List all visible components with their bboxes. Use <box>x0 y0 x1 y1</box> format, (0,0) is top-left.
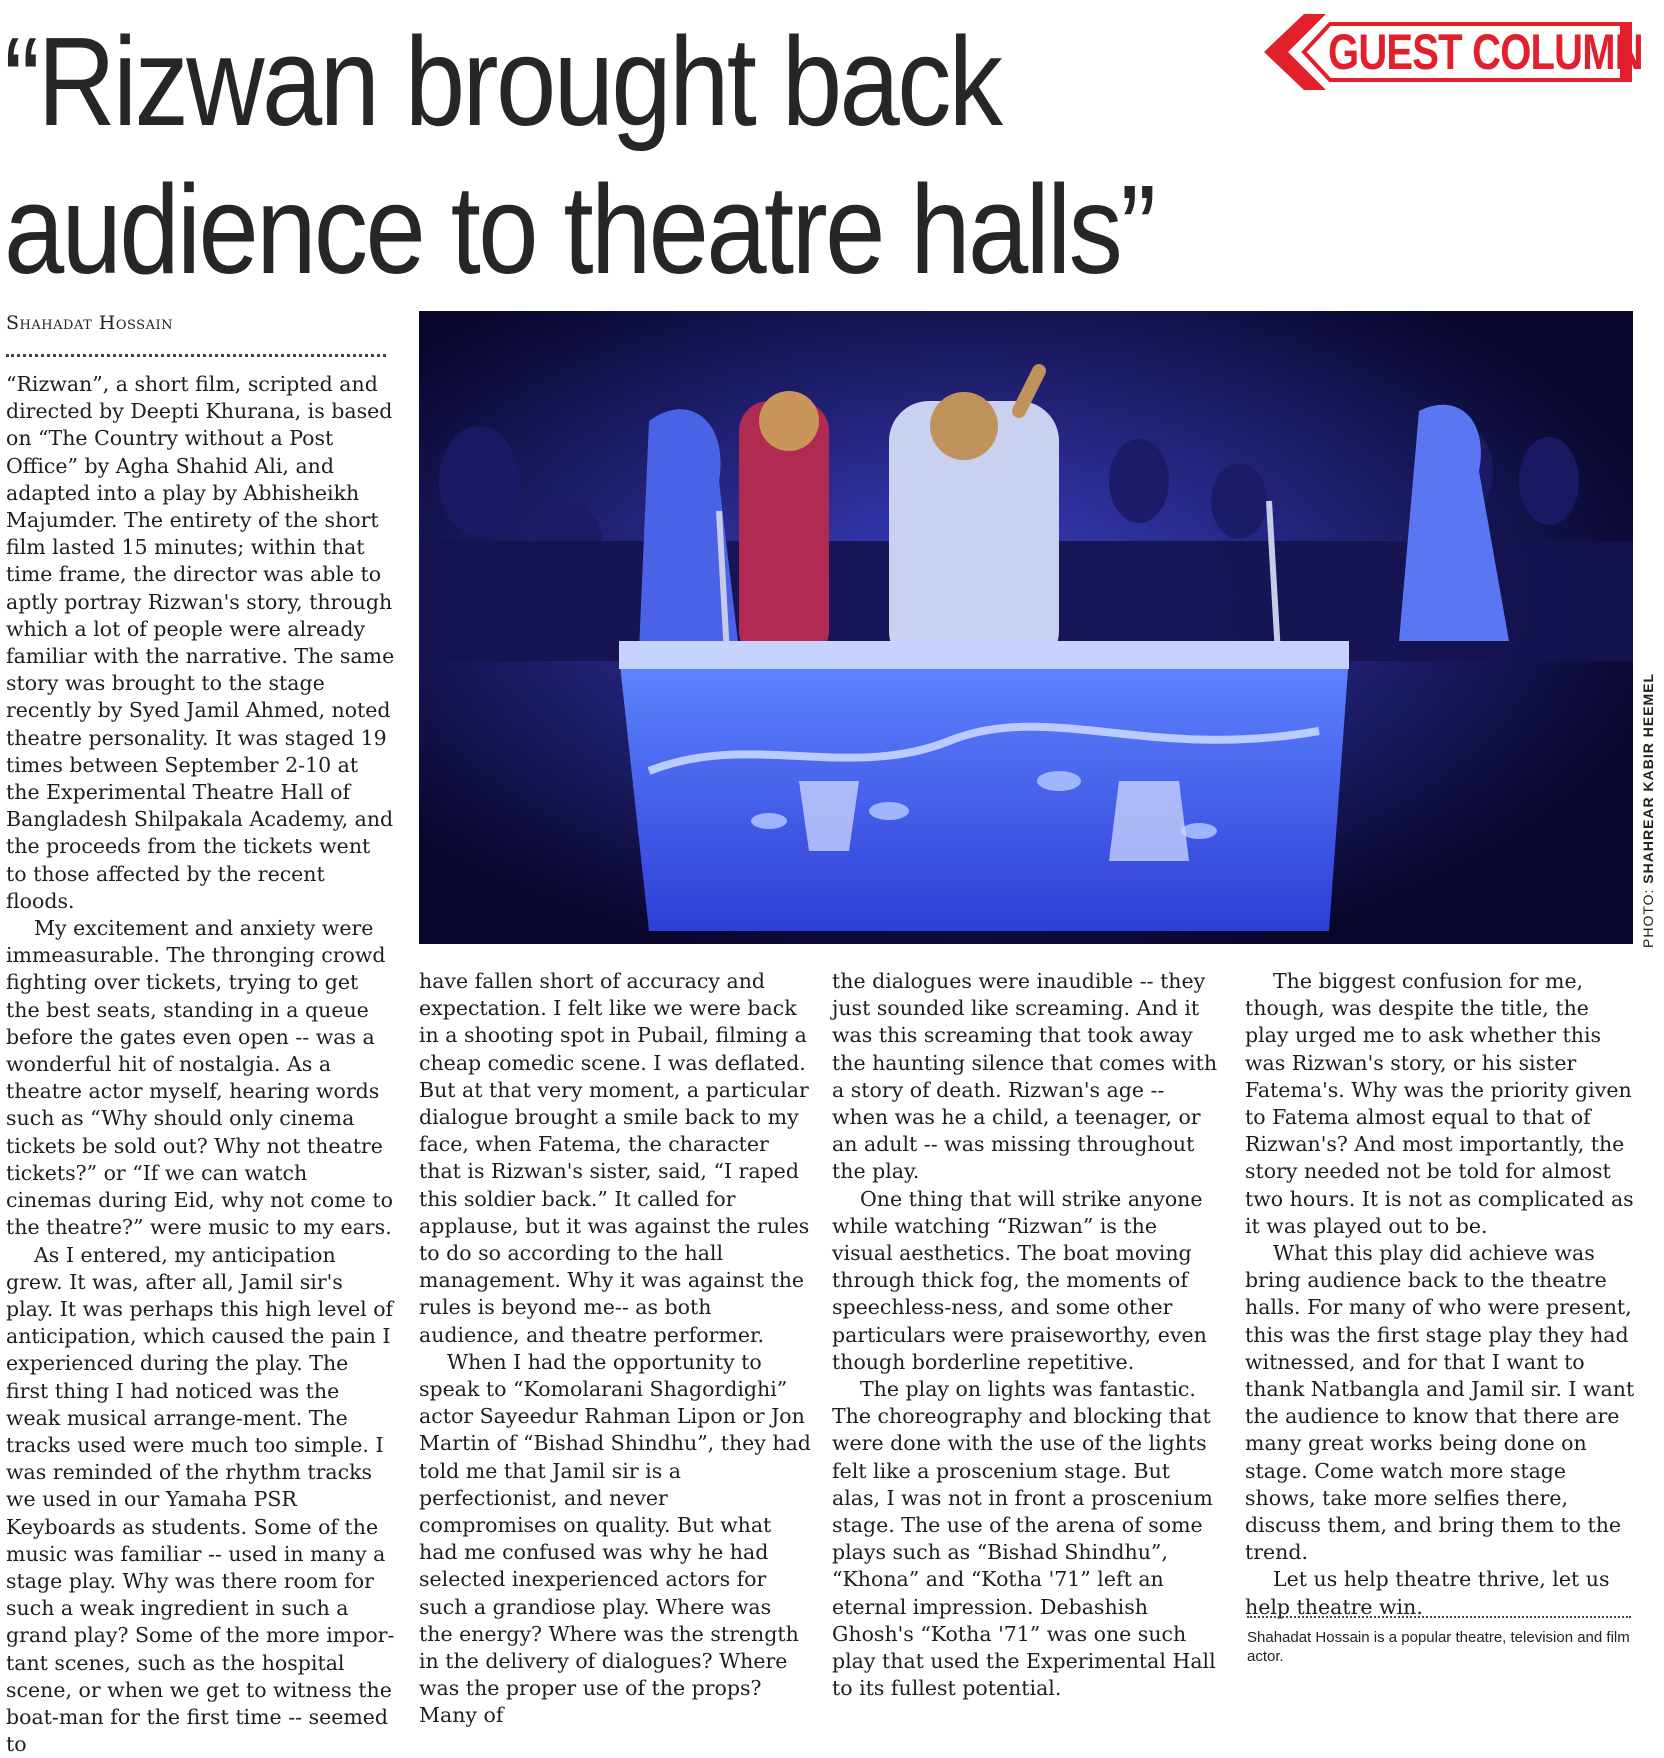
paragraph: What this play did achieve was bring audience back to the theatre halls. For many of who were present, this was the first stage play they had witnessed, and for that I want to thank Natbangla and Jamil sir. I want the audience to know that there are many great works being done on stage. Come watch more stage shows, take more selfies there, discuss them, and bring them to the trend. <box>1245 1240 1637 1566</box>
paragraph: Let us help theatre thrive, let us help theatre win. <box>1245 1566 1637 1620</box>
stage-performance-image <box>419 311 1633 944</box>
headline-line-1: “Rizwan brought back <box>4 8 1019 156</box>
article-column-1 <box>6 371 396 1758</box>
paragraph: As I entered, my anticipation grew. It was, after all, Jamil sir's play. It was perhaps this high level of anticipation, which caused the pain I experienced during the play. The first thing I had noticed was the weak musical arrange-ment. The tracks used were much too simple. I was reminded of the rhythm tracks we used in our Yamaha PSR Keyboards as students. Some of the music was familiar -- used in many a stage play. Why was there room for such a weak ingredient in such a grand play? Some of the more impor-tant scenes, such as the hospital scene, or when we get to witness the boat-man for the first time -- seemed to <box>6 1242 396 1758</box>
byline-divider <box>6 354 386 357</box>
headline <box>4 8 1019 304</box>
headline-line-2: audience to theatre halls” <box>4 156 1019 304</box>
paragraph: My excitement and anxiety were immeasurable. The thronging crowd fighting over tickets, trying to get the best seats, standing in a queue before the gates even open -- was a wonderful hit of nostalgia. As a theatre actor myself, hearing words such as “Why should only cinema tickets be sold out? Why not theatre tickets?” or “If we can watch cinemas during Eid, why not come to the theatre?” were music to my ears. <box>6 915 396 1241</box>
photo-credit <box>1640 928 1656 948</box>
paragraph: The biggest confusion for me, though, was despite the title, the play urged me to ask whether this was Rizwan's story, or his sister Fatema's. Why was the priority given to Fatema almost equal to that of Rizwan's? And most importantly, the story needed not be told for almost two hours. It is not as complicated as it was played out to be. <box>1245 968 1637 1240</box>
paragraph: When I had the opportunity to speak to “Komolarani Shagordighi” actor Sayeedur Rahman Lipon or Jon Martin of “Bishad Shindhu”, they had told me that Jamil sir is a perfectionist, and never compromises on quality. But what had me confused was why he had selected inexperienced actors for such a grandiose play. Where was the energy? Where was the strength in the delivery of dialogues? Where was the proper use of the props? Many of <box>419 1349 811 1730</box>
byline: Shahadat Hossain <box>6 312 386 334</box>
paragraph: One thing that will strike anyone while watching “Rizwan” is the visual aesthetics. The boat moving through thick fog, the moments of speechless-ness, and some other particulars were praiseworthy, even though borderline repetitive. <box>832 1186 1224 1376</box>
paragraph: “Rizwan”, a short film, scripted and directed by Deepti Khurana, is based on “The Country without a Post Office” by Agha Shahid Ali, and adapted into a play by Abhisheikh Majumder. The entirety of the short film lasted 15 minutes; within that time frame, the director was able to aptly portray Rizwan's story, through which a lot of people were already familiar with the narrative. The same story was brought to the stage recently by Syed Jamil Ahmed, noted theatre personality. It was staged 19 times between September 2-10 at the Experimental Theatre Hall of Bangladesh Shilpakala Academy, and the proceeds from the tickets went to those affected by the recent floods. <box>6 371 396 915</box>
paragraph: have fallen short of accuracy and expectation. I felt like we were back in a shooting spot in Pubail, filming a cheap comedic scene. I was deflated. But at that very moment, a particular dialogue brought a smile back to my face, when Fatema, the character that is Rizwan's sister, said, “I raped this soldier back.” It called for applause, but it was against the rules to do so according to the hall management. Why it was against the rules is beyond me-- as both audience, and theatre performer. <box>419 968 811 1349</box>
paragraph: the dialogues were inaudible -- they just sounded like screaming. And it was this screaming that took away the haunting silence that comes with a story of death. Rizwan's age -- when was he a child, a teenager, or an adult -- was missing throughout the play. <box>832 968 1224 1186</box>
guest-column-label: GUEST COLUMN <box>1328 20 1643 84</box>
author-bio: Shahadat Hossain is a popular theatre, television and film actor. <box>1247 1628 1637 1666</box>
article-column-3 <box>832 968 1224 1702</box>
article-photo <box>419 311 1633 944</box>
article-column-4 <box>1245 968 1637 1621</box>
guest-column-badge <box>1264 12 1636 92</box>
paragraph: The play on lights was fantastic. The choreography and blocking that were done with the use of the lights felt like a proscenium stage. But alas, I was not in front a proscenium stage. The use of the arena of some plays such as “Bishad Shindhu”, “Khona” and “Kotha '71” left an eternal impression. Debashish Ghosh's “Kotha '71” was one such play that used the Experimental Hall to its fullest potential. <box>832 1376 1224 1702</box>
photo-credit-name: SHAHREAR KABIR HEEMEL <box>1640 673 1656 884</box>
photo-credit-prefix: PHOTO: <box>1640 889 1656 948</box>
article-column-2 <box>419 968 811 1730</box>
article-end-divider <box>1247 1616 1631 1618</box>
